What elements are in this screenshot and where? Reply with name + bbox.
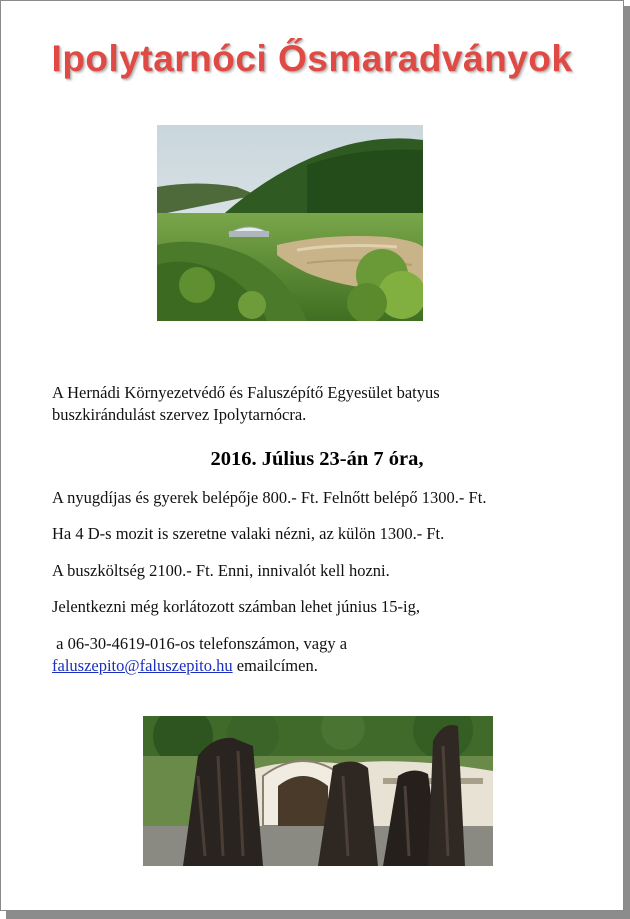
intro-line-1: A Hernádi Környezetvédő és Faluszépítő Egyesület batyus [52, 383, 440, 402]
event-date: 2016. Július 23-án 7 óra, [210, 448, 424, 470]
page-shadow-bottom [6, 911, 630, 919]
intro-paragraph [52, 382, 592, 426]
phone-text: a 06-30-4619-016-os telefonszámon, vagy a [52, 634, 348, 653]
prices-paragraph: A nyugdíjas és gyerek belépője 800.- Ft. Felnőtt belépő 1300.- Ft. [52, 488, 487, 507]
email-link[interactable]: faluszepito@faluszepito.hu [52, 656, 233, 675]
email-suffix-text: emailcímen. [232, 656, 318, 675]
deadline-paragraph: Jelentkezni még korlátozott számban lehet június 15-ig, [52, 597, 420, 616]
fossil-trunks-photo [143, 716, 493, 866]
intro-line-2: buszkirándulást szervez Ipolytarnócra. [52, 405, 307, 424]
page-title: Ipolytarnóci Ősmaradványok [51, 38, 573, 79]
landscape-photo [157, 125, 423, 321]
contact-paragraph [52, 633, 592, 677]
cinema-paragraph: Ha 4 D-s mozit is szeretne valaki nézni, az külön 1300.- Ft. [52, 524, 445, 543]
bus-paragraph: A buszköltség 2100.- Ft. Enni, innivalót kell hozni. [52, 561, 390, 580]
